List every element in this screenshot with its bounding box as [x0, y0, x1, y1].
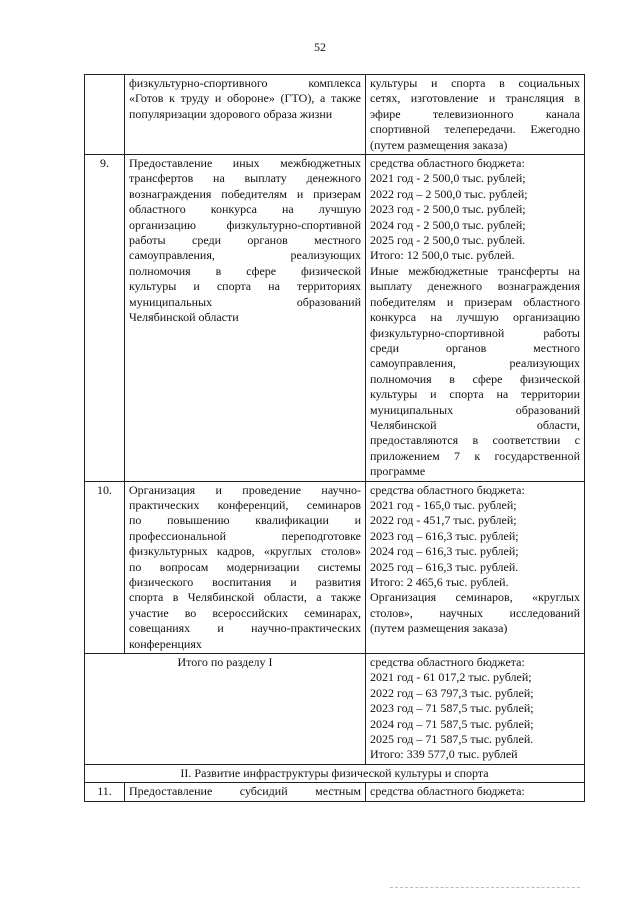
funding-line: (путем размещения заказа)	[370, 621, 508, 636]
row-funding	[366, 155, 585, 482]
desc-line: по вопросам модернизации системы	[129, 559, 361, 574]
funding-line: 2024 год – 71 587,5 тыс. рублей;	[370, 716, 534, 731]
funding-line: средства областного бюджета:	[370, 655, 525, 670]
funding-line: Итого: 2 465,6 тыс. рублей.	[370, 575, 509, 589]
table-row	[85, 155, 585, 482]
funding-line: предоставляются в соответствии с	[370, 433, 580, 448]
section-heading-row	[85, 764, 585, 782]
row-funding	[366, 783, 585, 801]
scan-artifact-line	[390, 887, 580, 889]
funding-line: 2022 год – 63 797,3 тыс. рублей;	[370, 685, 534, 700]
funding-line: среди органов местного	[370, 340, 580, 355]
row-funding	[366, 75, 585, 155]
desc-line: участие во всероссийских семинарах,	[129, 605, 361, 620]
funding-line: 2024 год - 2 500,0 тыс. рублей;	[370, 217, 526, 232]
funding-line: 2025 год – 616,3 тыс. рублей.	[370, 559, 519, 574]
funding-line: программе	[370, 464, 426, 479]
funding-line: 2021 год - 2 500,0 тыс. рублей;	[370, 171, 526, 186]
desc-line: Предоставление иных межбюджетных	[129, 156, 361, 171]
desc-line: организацию физкультурно-спортивной	[129, 217, 361, 232]
desc-line: областного конкурса на лучшую	[129, 202, 361, 217]
desc-line: трансфертов на выплату денежного	[129, 171, 361, 186]
desc-line: физкультурно-спортивного комплекса	[129, 76, 361, 90]
funding-line: Челябинской области,	[370, 417, 580, 432]
funding-line: 2022 год – 2 500,0 тыс. рублей;	[370, 186, 528, 201]
desc-line: спорта в Челябинской области, а также	[129, 590, 361, 605]
funding-line: полномочия в сфере физической	[370, 371, 580, 386]
desc-line: популяризации здорового образа жизни	[129, 106, 333, 121]
section-heading: II. Развитие инфраструктуры физической культуры и спорта	[85, 764, 585, 782]
funding-line: 2021 год - 165,0 тыс. рублей;	[370, 497, 517, 512]
funding-line: 2023 год - 2 500,0 тыс. рублей;	[370, 202, 526, 217]
row-number: 10.	[85, 481, 125, 653]
desc-line: Организация и проведение научно-	[129, 482, 361, 497]
total-funding	[366, 654, 585, 765]
desc-line: Предоставление субсидий местным	[129, 784, 361, 799]
funding-line: победителям и призерам областного	[370, 294, 580, 309]
desc-line: профессиональной переподготовке	[129, 528, 361, 543]
program-table	[84, 74, 585, 802]
funding-line: 2025 год - 2 500,0 тыс. рублей.	[370, 233, 526, 248]
row-description	[125, 481, 366, 653]
funding-line: культуры и спорта на территории	[370, 387, 580, 402]
desc-line: физического воспитания и развития	[129, 575, 361, 589]
funding-line: Организация семинаров, «круглых	[370, 590, 580, 605]
table-row	[85, 75, 585, 155]
row-description	[125, 155, 366, 482]
desc-line: культуры и спорта на территориях	[129, 279, 361, 294]
table-row	[85, 783, 585, 801]
funding-line: сетях, изготовление и трансляция в	[370, 91, 580, 106]
desc-line: практических конференций, семинаров	[129, 497, 361, 512]
funding-line: физкультурно-спортивной работы	[370, 325, 580, 340]
funding-line: спортивной телепередачи. Ежегодно	[370, 122, 580, 137]
row-number: 11.	[85, 783, 125, 801]
funding-line: самоуправления, реализующих	[370, 356, 580, 371]
funding-line: 2023 год – 71 587,5 тыс. рублей;	[370, 701, 534, 716]
funding-line: эфире телевизионного канала	[370, 106, 580, 121]
funding-line: 2022 год - 451,7 тыс. рублей;	[370, 513, 517, 528]
row-number: 9.	[85, 155, 125, 482]
funding-line: средства областного бюджета:	[370, 784, 525, 799]
desc-line: полномочия в сфере физической	[129, 263, 361, 278]
funding-line: средства областного бюджета:	[370, 156, 525, 171]
total-label: Итого по разделу I	[85, 654, 366, 765]
desc-line: конференциях	[129, 636, 202, 651]
desc-line: муниципальных образований	[129, 294, 361, 309]
desc-line: совещаниях и научно-практических	[129, 621, 361, 636]
funding-line: 2023 год – 616,3 тыс. рублей;	[370, 528, 519, 543]
funding-line: средства областного бюджета:	[370, 482, 525, 497]
funding-line: приложением 7 к государственной	[370, 448, 580, 463]
row-number	[85, 75, 125, 155]
table-row	[85, 481, 585, 653]
funding-line: (путем размещения заказа)	[370, 137, 508, 152]
funding-line: Иные межбюджетные трансферты на	[370, 263, 580, 278]
desc-line: работы среди органов местного	[129, 233, 361, 248]
funding-line: выплату денежного вознаграждения	[370, 279, 580, 294]
funding-line: культуры и спорта в социальных	[370, 76, 580, 90]
funding-line: столов», научных исследований	[370, 605, 580, 620]
funding-line: 2024 год – 616,3 тыс. рублей;	[370, 544, 519, 559]
desc-line: «Готов к труду и обороне» (ГТО), а также	[129, 91, 361, 106]
funding-line: Итого: 339 577,0 тыс. рублей	[370, 747, 518, 762]
desc-line: по повышению квалификации и	[129, 513, 361, 528]
row-description	[125, 783, 366, 801]
funding-line: 2025 год – 71 587,5 тыс. рублей.	[370, 732, 534, 747]
funding-line: конкурса на лучшую организацию	[370, 310, 580, 325]
row-funding	[366, 481, 585, 653]
funding-line: 2021 год - 61 017,2 тыс. рублей;	[370, 670, 532, 685]
desc-line: физкультурных кадров, «круглых столов»	[129, 544, 361, 559]
page-number: 52	[314, 40, 326, 54]
desc-line: Челябинской области	[129, 310, 239, 325]
desc-line: вознаграждения победителям и призерам	[129, 186, 361, 201]
row-description	[125, 75, 366, 155]
funding-line: муниципальных образований	[370, 402, 580, 417]
total-row	[85, 654, 585, 765]
desc-line: самоуправления, реализующих	[129, 248, 361, 263]
funding-line: Итого: 12 500,0 тыс. рублей.	[370, 248, 515, 263]
